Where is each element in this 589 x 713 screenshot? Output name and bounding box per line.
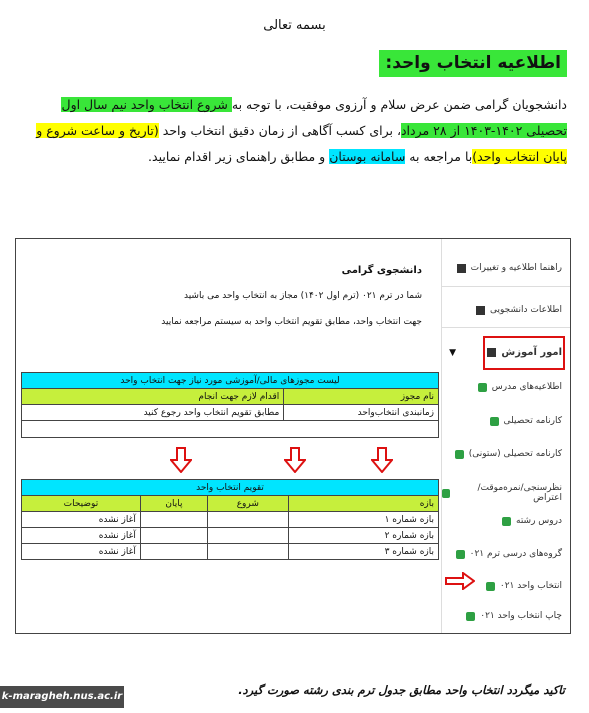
sidebar-item-transcript[interactable]: کارنامه تحصیلی bbox=[490, 416, 562, 426]
graduation-cap-icon bbox=[476, 306, 485, 315]
table-title: تقویم انتخاب واحد bbox=[22, 480, 439, 496]
pin-icon bbox=[442, 489, 450, 498]
document-icon bbox=[487, 348, 496, 357]
intro-part-1: دانشجویان گرامی ضمن عرض سلام و آرزوی موفقیت، با توجه به bbox=[231, 97, 567, 112]
arrow-right-icon bbox=[445, 572, 475, 594]
table-row: زمانبندی انتخاب‌واحد مطابق تقویم انتخاب واحد رجوع کنید bbox=[22, 405, 439, 421]
sidebar-item-course-selection[interactable]: انتخاب واحد ۰۲۱ bbox=[486, 581, 562, 591]
guide-screenshot bbox=[15, 238, 571, 634]
intro-part-3: ، برای کسب آگاهی از زمان دقیق انتخاب واحد bbox=[158, 123, 401, 138]
arrow-down-icon bbox=[284, 447, 306, 473]
sidebar-item-print-selection[interactable]: چاپ انتخاب واحد ۰۲۱ bbox=[466, 611, 562, 621]
table-header: نام مجوز bbox=[284, 389, 439, 405]
basmala-text: بسمه تعالی bbox=[263, 18, 326, 33]
sidebar-item-education[interactable]: امور آموزش bbox=[487, 347, 562, 358]
announcement-heading: اطلاعیه انتخاب واحد: bbox=[379, 50, 567, 77]
table-row: بازه شماره ۱ آغاز نشده bbox=[22, 512, 439, 528]
intro-part-5: با مراجعه به bbox=[405, 149, 473, 164]
building-icon bbox=[457, 264, 466, 273]
instruction-text: جهت انتخاب واحد، مطابق تقویم انتخاب واحد به سیستم مراجعه نمایید bbox=[161, 317, 422, 327]
table-header: شروع bbox=[208, 496, 288, 512]
bell-icon bbox=[456, 550, 465, 559]
bookmark-icon bbox=[502, 517, 511, 526]
table-row: بازه شماره ۲ آغاز نشده bbox=[22, 528, 439, 544]
table-row: بازه شماره ۳ آغاز نشده bbox=[22, 544, 439, 560]
sidebar-item-teacher-notices[interactable]: اطلاعیه‌های مدرس bbox=[478, 382, 562, 392]
sidebar-item-transcript-column[interactable]: کارنامه تحصیلی (ستونی) bbox=[455, 449, 562, 459]
sidebar-divider bbox=[442, 327, 570, 328]
megaphone-icon bbox=[478, 383, 487, 392]
sidebar-item-student-info[interactable]: اطلاعات دانشجویی bbox=[476, 305, 562, 315]
intro-highlight-start-date: شروع انتخاب واحد نیم سال اول تحصیلی ۱۴۰۲-۱۴۰۳ از ۲۸ مرداد bbox=[61, 97, 567, 138]
sidebar bbox=[441, 239, 570, 633]
sidebar-item-course-groups[interactable]: گروه‌های درسی ترم ۰۲۱ bbox=[456, 549, 562, 559]
table-header: پایان bbox=[140, 496, 207, 512]
selection-calendar-table bbox=[21, 479, 439, 560]
sidebar-item-survey[interactable]: نظرسنجی/نمره‌موقت/اعتراض bbox=[442, 483, 562, 503]
footer-note: تاکید میگردد انتخاب واحد مطابق جدول ترم بندی رشته صورت گیرد. bbox=[238, 683, 565, 697]
intro-paragraph bbox=[24, 92, 567, 170]
table-header: توضیحات bbox=[22, 496, 141, 512]
table-header: اقدام لازم جهت انجام bbox=[22, 389, 284, 405]
arrow-down-icon bbox=[371, 447, 393, 473]
intro-highlight-time: (تاریخ و ساعت شروع و پایان انتخاب واحد) bbox=[36, 123, 567, 164]
chevron-down-icon[interactable]: ▼ bbox=[449, 348, 456, 358]
bell-icon bbox=[455, 450, 464, 459]
sidebar-item-guide[interactable]: راهنما اطلاعیه و تغییرات bbox=[457, 263, 562, 273]
empty-row bbox=[22, 421, 439, 438]
sidebar-item-courses[interactable]: دروس رشته bbox=[502, 516, 562, 526]
permission-text: شما در ترم ۰۲۱ (ترم اول ۱۴۰۲) مجاز به انتخاب واحد می باشید bbox=[183, 291, 422, 301]
sidebar-divider bbox=[442, 286, 570, 287]
permissions-table bbox=[21, 372, 439, 438]
intro-highlight-bustan: سامانه بوستان bbox=[329, 149, 406, 164]
greeting-text: دانشجوی گرامی bbox=[341, 265, 422, 276]
table-title: لیست مجوزهای مالی/آموزشی مورد نیاز جهت انتخاب واحد bbox=[22, 373, 439, 389]
bell-icon bbox=[486, 582, 495, 591]
site-url-tag[interactable]: k-maragheh.nus.ac.ir bbox=[0, 686, 124, 708]
table-header: بازه bbox=[288, 496, 438, 512]
bell-icon bbox=[466, 612, 475, 621]
intro-part-7: و مطابق راهنمای زیر اقدام نمایید. bbox=[148, 149, 330, 164]
snowflake-icon bbox=[490, 417, 499, 426]
arrow-down-icon bbox=[170, 447, 192, 473]
